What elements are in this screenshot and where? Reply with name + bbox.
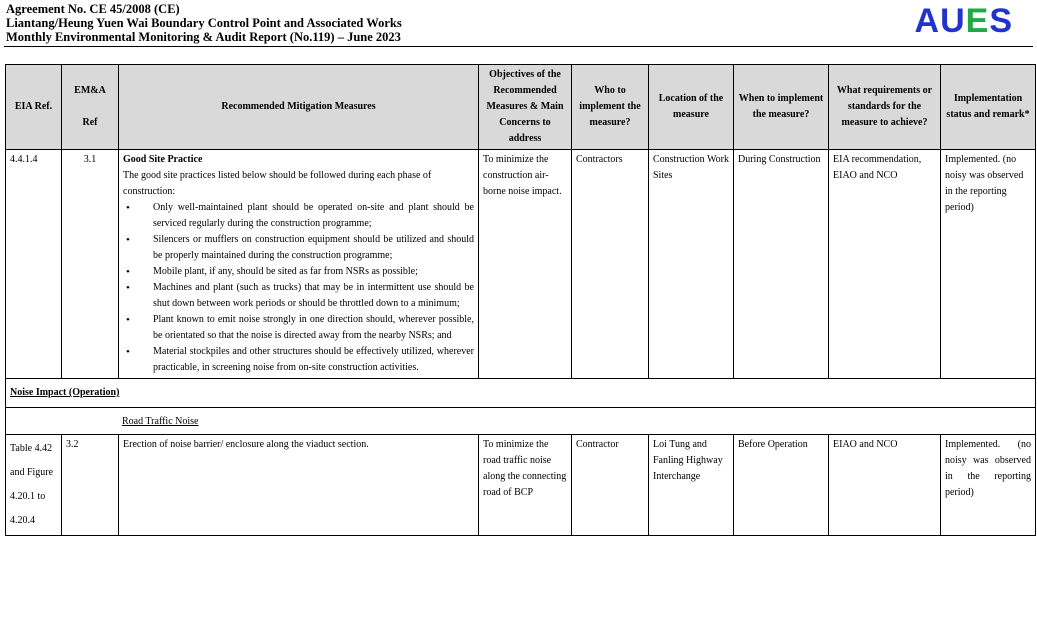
cell-who: Contractors xyxy=(572,150,649,379)
col-header-requirements: What requirements or standards for the measure to achieve? xyxy=(829,65,941,150)
table-row xyxy=(6,150,1036,379)
cell-status: Implemented. (no noisy was observed in the reporting period) xyxy=(941,150,1036,379)
subsection-row xyxy=(6,408,1036,435)
agreement-line: Agreement No. CE 45/2008 (CE) xyxy=(6,2,180,16)
col-header-when: When to implement the measure? xyxy=(734,65,829,150)
list-item: • Mobile plant, if any, should be sited as far from NSRs as possible; xyxy=(123,264,474,280)
cell-eia-ref: 4.4.1.4 xyxy=(6,150,62,379)
section-row xyxy=(6,379,1036,408)
cell-ema-ref: 3.1 xyxy=(62,150,119,379)
measure-bullets xyxy=(123,200,474,376)
cell-eia-ref: Table 4.42 and Figure 4.20.1 to 4.20.4 xyxy=(6,435,62,536)
header-rule xyxy=(4,46,1033,47)
cell-ema-ref: 3.2 xyxy=(62,435,119,536)
cell-objective: To minimize the road traffic noise along the connecting road of BCP xyxy=(479,435,572,536)
subsection-heading: Road Traffic Noise xyxy=(122,416,199,427)
cell-measures xyxy=(119,150,479,379)
list-item: • Silencers or mufflers on construction equipment should be utilized and should be properly maintained during the construction programme; xyxy=(123,232,474,264)
table-header-row xyxy=(6,65,1036,150)
measure-title: Good Site Practice xyxy=(123,154,203,165)
cell-requirements: EIAO and NCO xyxy=(829,435,941,536)
cell-when: Before Operation xyxy=(734,435,829,536)
col-header-status: Implementation status and remark* xyxy=(941,65,1036,150)
col-header-who: Who to implement the measure? xyxy=(572,65,649,150)
list-item: • Plant known to emit noise strongly in one direction should, wherever possible, be orientated so that the noise is directed away from the nearby NSRs; and xyxy=(123,312,474,344)
table-row xyxy=(6,435,1036,536)
section-heading: Noise Impact (Operation) xyxy=(10,387,120,398)
cell-when: During Construction xyxy=(734,150,829,379)
col-header-objectives: Objectives of the Recommended Measures & Main Concerns to address xyxy=(479,65,572,150)
aues-logo: AUES xyxy=(914,2,1013,40)
cell-measures: Erection of noise barrier/ enclosure along the viaduct section. xyxy=(119,435,479,536)
cell-objective: To minimize the construction air-borne noise impact. xyxy=(479,150,572,379)
measure-intro: The good site practices listed below should be followed during each phase of construction: xyxy=(123,170,432,197)
cell-requirements: EIA recommendation, EIAO and NCO xyxy=(829,150,941,379)
cell-location: Loi Tung and Fanling Highway Interchange xyxy=(649,435,734,536)
list-item: • Material stockpiles and other structures should be effectively utilized, wherever practicable, in screening noise from on-site construction activities. xyxy=(123,344,474,376)
col-header-ema-ref: EM&A Ref xyxy=(62,65,119,150)
list-item: • Machines and plant (such as trucks) that may be in intermittent use should be shut down between work periods or should be throttled down to a minimum; xyxy=(123,280,474,312)
mitigation-measures-table xyxy=(5,64,1036,536)
report-header xyxy=(6,2,402,44)
list-item: • Only well-maintained plant should be operated on-site and plant should be serviced regularly during the construction programme; xyxy=(123,200,474,232)
col-header-eia-ref: EIA Ref. xyxy=(6,65,62,150)
cell-status: Implemented. (no noisy was observed in the reporting period) xyxy=(941,435,1036,536)
cell-who: Contractor xyxy=(572,435,649,536)
project-title: Liantang/Heung Yuen Wai Boundary Control Point and Associated Works xyxy=(6,16,402,30)
report-title: Monthly Environmental Monitoring & Audit Report (No.119) – June 2023 xyxy=(6,30,401,44)
cell-location: Construction Work Sites xyxy=(649,150,734,379)
col-header-location: Location of the measure xyxy=(649,65,734,150)
col-header-measures: Recommended Mitigation Measures xyxy=(119,65,479,150)
